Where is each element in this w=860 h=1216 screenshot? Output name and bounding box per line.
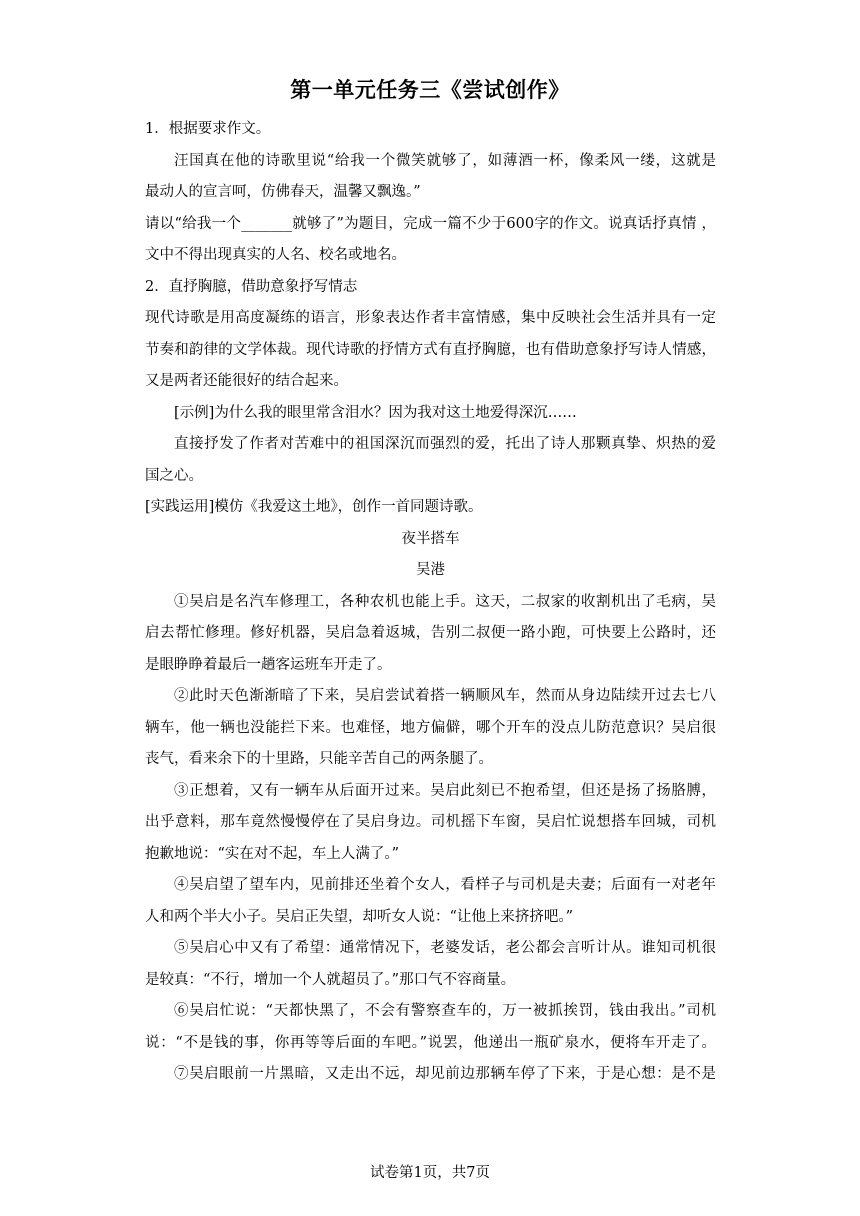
paragraph-6-line: 说：“不是钱的事，你再等等后面的车吧。”说罢，他递出一瓶矿泉水，便将车开走了。 (145, 1034, 716, 1051)
page-footer: 试卷第1页，共7页 (370, 1165, 490, 1181)
paragraph-5-line: ⑤吴启心中又有了希望：通常情况下，老婆发话，老公都会言听计从。谁知司机很 (174, 940, 716, 956)
story-author: 吴港 (416, 562, 445, 578)
text-line: 节奏和韵律的文学体裁。现代诗歌的抒情方式有直抒胸臆，也有借助意象抒写诗人情感， (145, 341, 716, 358)
paragraph-1-line: 是眼睁睁着最后一趟客运班车开走了。 (145, 656, 392, 673)
paragraph-5-line: 是较真：“不行，增加一个人就超员了。”那口气不容商量。 (145, 971, 516, 988)
paragraph-4-line: 人和两个半大小子。吴启正失望，却听女人说：“让他上来挤挤吧。” (145, 908, 574, 925)
text-line: 又是两者还能很好的结合起来。 (145, 373, 348, 389)
paragraph-2-line: 辆车，他一辆也没能拦下来。也难怪，地方偏僻，哪个开车的没点儿防范意识？吴启很 (145, 719, 716, 736)
paragraph-1-line: 启去帮忙修理。修好机器，吴启急着返城，告别二叔便一路小跑，可快要上公路时，还 (145, 625, 716, 641)
text-line: 最动人的宣言呵，仿佛春天，温馨又飘逸。” (145, 184, 421, 200)
text-line: 汪国真在他的诗歌里说“给我一个微笑就够了，如薄酒一杯，像柔风一缕，这就是 (174, 152, 716, 169)
story-title: 夜半搭车 (401, 530, 460, 547)
text-line: 请以“给我一个_______就够了”为题目，完成一篇不少于600字的作文。说真话抒真情 ， (145, 215, 716, 232)
text-line: 文中不得出现真实的人名、校名或地名。 (145, 247, 406, 263)
text-line: 直接抒发了作者对苦难中的祖国深沉而强烈的爱，托出了诗人那颗真挚、炽热的爱 (174, 436, 716, 452)
paragraph-2-line: 丧气，看来余下的十里路，只能辛苦自己的两条腿了。 (145, 751, 493, 767)
text-line: 现代诗歌是用高度凝练的语言，形象表达作者丰富情感，集中反映社会生活并具有一定 (145, 310, 716, 326)
paragraph-7-line: ⑦吴启眼前一片黑暗，又走出不远，却见前边那辆车停了下来，于是心想：是不是 (174, 1066, 716, 1082)
text-line: 国之心。 (145, 467, 203, 484)
paragraph-4-line: ④吴启望了望车内，见前排还坐着个女人，看样子与司机是夫妻；后面有一对老年 (174, 877, 716, 893)
paragraph-6-line: ⑥吴启忙说：“天都快黑了，不会有警察查车的，万一被抓挨罚，钱由我出。”司机 (174, 1003, 716, 1019)
question-2-heading: 2．直抒胸臆，借助意象抒写情志 (145, 278, 358, 295)
paragraph-3-line: 出乎意料，那车竟然慢慢停在了吴启身边。司机摇下车窗，吴启忙说想搭车回城，司机 (145, 814, 716, 830)
paragraph-3-line: ③正想着，又有一辆车从后面开过来。吴启此刻已不抱希望，但还是扬了扬胳膊， (174, 782, 716, 799)
page-content (145, 114, 716, 1091)
question-1-heading: 1．根据要求作文。 (145, 121, 271, 137)
example-line: [示例]为什么我的眼里常含泪水？因为我对这土地爱得深沉…… (174, 404, 577, 421)
page-title: 第一单元任务三《尝试创作》 (290, 78, 570, 102)
paragraph-2-line: ②此时天色渐渐暗了下来，吴启尝试着搭一辆顺风车，然而从身边陆续开过去七八 (174, 688, 716, 704)
paragraph-1-line: ①吴启是名汽车修理工，各种农机也能上手。这天，二叔家的收割机出了毛病，吴 (174, 593, 716, 610)
paragraph-3-line: 抱歉地说：“实在对不起，车上人满了。” (145, 845, 400, 862)
practice-line: [实践运用]模仿《我爱这土地》，创作一首同题诗歌。 (145, 499, 483, 515)
